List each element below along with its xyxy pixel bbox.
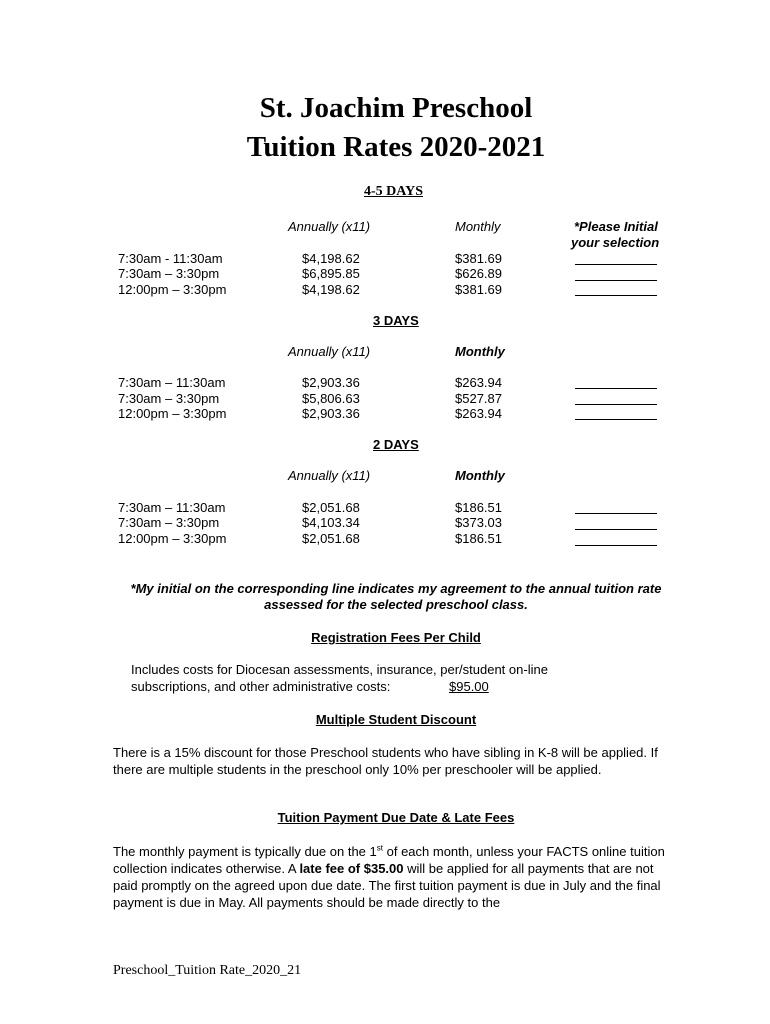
section-heading-4-5-days: 4-5 DAYS xyxy=(364,184,423,199)
column-header-monthly: Monthly xyxy=(455,219,501,234)
column-header-monthly: Monthly xyxy=(455,344,505,359)
discount-heading: Multiple Student Discount xyxy=(315,712,477,727)
rate-monthly: $263.94 xyxy=(455,406,502,421)
rate-annual: $2,903.36 xyxy=(302,406,360,421)
column-header-annually: Annually (x11) xyxy=(288,468,371,483)
initial-line[interactable] xyxy=(575,264,657,265)
rate-monthly: $186.51 xyxy=(455,500,502,515)
column-header-monthly: Monthly xyxy=(455,468,505,483)
rate-annual: $4,198.62 xyxy=(302,282,360,297)
footer-filename: Preschool_Tuition Rate_2020_21 xyxy=(113,963,302,978)
rate-monthly: $186.51 xyxy=(455,531,502,546)
initial-line[interactable] xyxy=(575,419,657,420)
rate-monthly: $381.69 xyxy=(455,282,502,297)
agreement-note-line-2: assessed for the selected preschool class. xyxy=(264,597,528,612)
rate-time: 7:30am – 3:30pm xyxy=(118,391,220,406)
column-header-initial-2: your selection xyxy=(571,235,660,250)
rate-time: 7:30am – 11:30am xyxy=(118,500,226,515)
rate-time: 7:30am – 3:30pm xyxy=(118,515,220,530)
rate-annual: $5,806.63 xyxy=(302,391,360,406)
rate-time: 12:00pm – 3:30pm xyxy=(118,406,227,421)
agreement-note-line-1: *My initial on the corresponding line indicates my agreement to the annual tuition rate xyxy=(130,581,662,596)
page-subtitle: Tuition Rates 2020-2021 xyxy=(246,131,546,163)
payment-text-a: The monthly payment is typically due on the 1 xyxy=(113,844,377,859)
rate-monthly: $626.89 xyxy=(455,266,502,281)
registration-heading: Registration Fees Per Child xyxy=(311,630,481,645)
initial-line[interactable] xyxy=(575,280,657,281)
column-header-annually: Annually (x11) xyxy=(288,344,371,359)
initial-line[interactable] xyxy=(575,404,657,405)
payment-heading: Tuition Payment Due Date & Late Fees xyxy=(277,810,515,825)
rate-time: 12:00pm – 3:30pm xyxy=(118,531,227,546)
initial-line[interactable] xyxy=(575,513,657,514)
column-header-initial-1: *Please Initial xyxy=(574,219,658,234)
rate-monthly: $527.87 xyxy=(455,391,502,406)
initial-line[interactable] xyxy=(575,545,657,546)
registration-text-line-1: Includes costs for Diocesan assessments, insurance, per/student on-line xyxy=(131,662,548,677)
initial-line[interactable] xyxy=(575,388,657,389)
column-header-annually: Annually (x11) xyxy=(288,219,371,234)
rate-time: 7:30am - 11:30am xyxy=(118,251,223,266)
rate-time: 12:00pm – 3:30pm xyxy=(118,282,227,297)
section-heading-2-days: 2 DAYS xyxy=(373,437,419,452)
initial-line[interactable] xyxy=(575,529,657,530)
late-fee-text: late fee of $35.00 xyxy=(299,861,404,876)
rate-monthly: $381.69 xyxy=(455,251,502,266)
registration-text-line-2: subscriptions, and other administrative costs: xyxy=(131,679,391,694)
registration-fee: $95.00 xyxy=(449,679,489,694)
payment-text xyxy=(113,843,673,911)
rate-annual: $2,903.36 xyxy=(302,375,360,390)
payment-text-b: of each month, unless your FACTS online tuition collection indicates otherwise. A xyxy=(113,844,665,876)
section-heading-3-days: 3 DAYS xyxy=(373,313,419,328)
rate-monthly: $263.94 xyxy=(455,375,502,390)
rate-annual: $6,895.85 xyxy=(302,266,360,281)
initial-line[interactable] xyxy=(575,295,657,296)
payment-text-sup: st xyxy=(376,843,383,853)
rate-annual: $4,103.34 xyxy=(302,515,360,530)
discount-text: There is a 15% discount for those Preschool students who have sibling in K-8 will be applied. If there are multiple students in the preschool only 10% per preschooler will be applied. xyxy=(113,745,658,777)
rate-annual: $4,198.62 xyxy=(302,251,360,266)
payment-text-c: will be applied for all payments that are not paid promptly on the agreed upon due date. The first tuition payment is due in July and the final payment is due in May. All payments should be made directly to the xyxy=(113,861,661,910)
rate-time: 7:30am – 11:30am xyxy=(118,375,226,390)
rate-monthly: $373.03 xyxy=(455,515,502,530)
rate-annual: $2,051.68 xyxy=(302,500,360,515)
rate-annual: $2,051.68 xyxy=(302,531,360,546)
page-title: St. Joachim Preschool xyxy=(259,92,533,124)
rate-time: 7:30am – 3:30pm xyxy=(118,266,220,281)
